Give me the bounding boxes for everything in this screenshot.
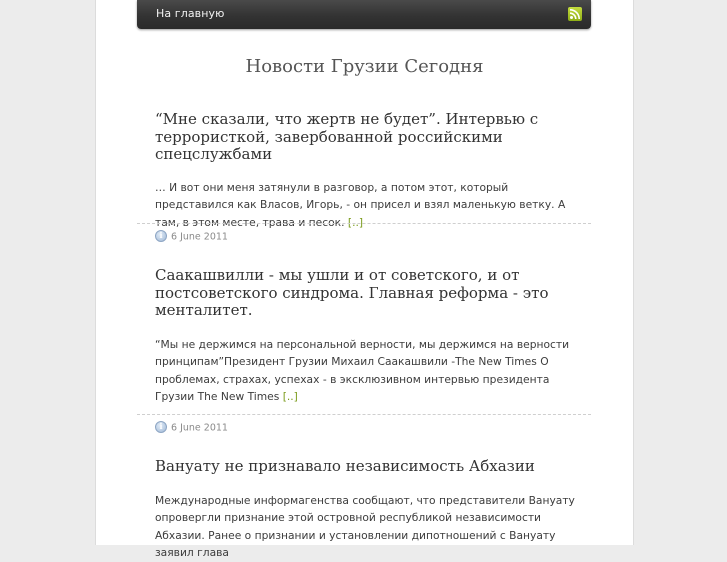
- read-more-link[interactable]: [..]: [282, 390, 298, 403]
- home-link[interactable]: На главную: [156, 7, 225, 20]
- post-item: [155, 458, 575, 562]
- post-meta: [155, 231, 228, 243]
- page-container: [95, 0, 634, 559]
- post-date: 6 June 2011: [171, 422, 228, 434]
- post-excerpt-text: … И вот они меня затянули в разговор, а потом этот, который представился как Власов, Игорь, - он присел и взял маленькую ветку. А там, в этом месте, трава и песок.: [155, 180, 566, 229]
- read-more-link[interactable]: [..]: [347, 215, 364, 229]
- post-divider: [137, 223, 591, 224]
- info-icon: [155, 421, 167, 433]
- rss-feed-icon[interactable]: [568, 7, 582, 21]
- info-icon: [155, 230, 167, 242]
- post-excerpt: [155, 336, 575, 406]
- post-item: [155, 267, 575, 406]
- post-date: 6 June 2011: [171, 231, 228, 243]
- post-excerpt-text: Международные информагенства сообщают, что представители Вануату опровергли признание этой островной республикой независимости Абхазии. Ранее о признании и установлении дипотношений с Вануату заявил глава: [155, 493, 575, 559]
- post-divider: [137, 414, 591, 415]
- post-title-link[interactable]: “Мне сказали, что жертв не будет”. Интервью с террористкой, завербованной российскими спецслужбами: [155, 110, 539, 163]
- post-excerpt: [155, 492, 575, 562]
- post-item: [155, 111, 575, 231]
- post-meta: [155, 422, 228, 434]
- post-title-link[interactable]: Вануату не признавало независимость Абхазии: [155, 457, 535, 475]
- post-title-link[interactable]: Саакашвилли - мы ушли и от советского, и от постсоветского синдрома. Главная реформа - это менталитет.: [155, 266, 549, 319]
- top-navigation-bar: [137, 0, 591, 29]
- site-title: Новости Грузии Сегодня: [245, 56, 484, 77]
- post-excerpt-text: “Мы не держимся на персональной верности, мы держимся на верности принципам”Президент Грузии Михаил Саакашвили -The New Times О проблемах, страхах, успехах - в эксклюзивном интервью президента Грузии The New Times: [155, 337, 570, 403]
